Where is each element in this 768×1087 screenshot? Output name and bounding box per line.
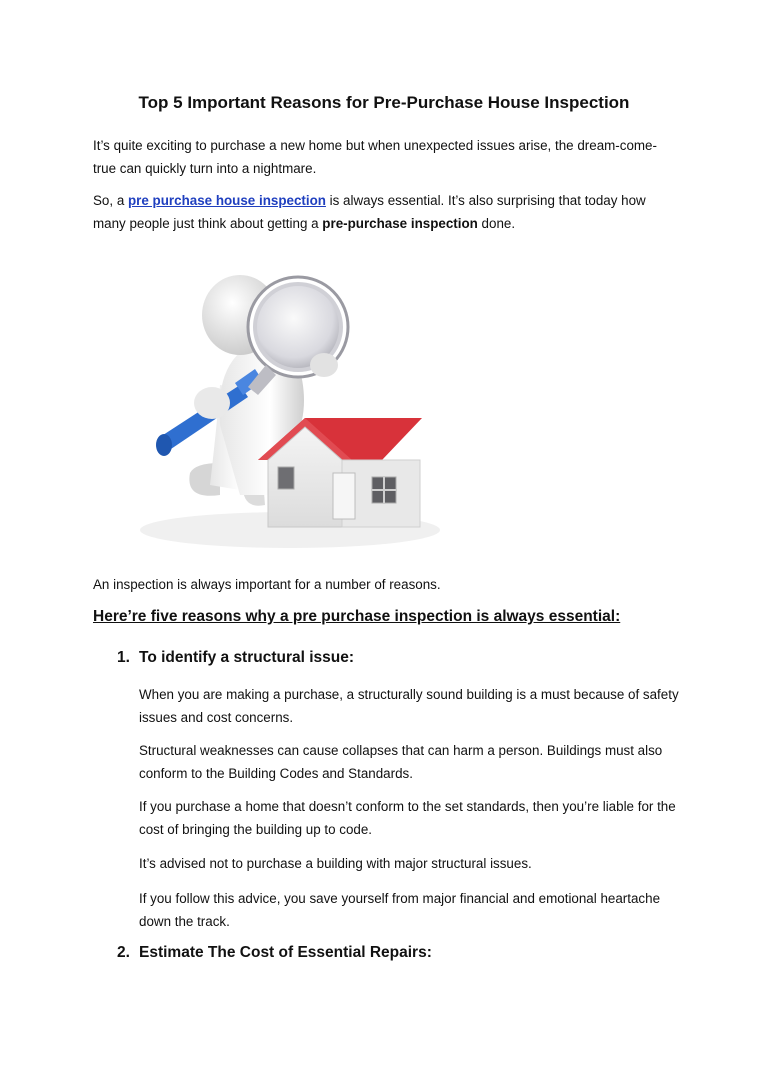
list-item-heading-1 [117, 649, 354, 667]
item-1-paragraph-5: If you follow this advice, you save yourself from major financial and emotional heartache down the track. [139, 891, 661, 929]
item-1-paragraph-1: When you are making a purchase, a structurally sound building is a must because of safety issues and cost concerns. [139, 687, 679, 725]
item-1-paragraph-4: It’s advised not to purchase a building with major structural issues. [139, 856, 532, 871]
intro-paragraph: It’s quite exciting to purchase a new home but when unexpected issues arise, the dream-come-true can quickly turn into a nightmare. [93, 138, 657, 176]
para2-suffix: done. [477, 216, 516, 231]
page-title: Top 5 Important Reasons for Pre-Purchase House Inspection [138, 93, 630, 112]
inspector-house-illustration [140, 255, 465, 557]
para2-middle: is always essential. It’s also surprising that today how many people just think about getting a [93, 193, 646, 231]
list-heading-text-2: Estimate The Cost of Essential Repairs: [139, 944, 432, 961]
pre-purchase-inspection-link[interactable]: pre purchase house inspection [128, 193, 326, 208]
list-number-1: 1. [117, 649, 130, 666]
list-heading-text-1: To identify a structural issue: [139, 649, 355, 666]
reasons-section-heading: Here’re five reasons why a pre purchase inspection is always essential: [93, 608, 621, 625]
reasons-intro-paragraph: An inspection is always important for a number of reasons. [93, 577, 441, 592]
inspection-paragraph [93, 189, 678, 235]
para2-prefix: So, a [93, 193, 128, 208]
item-1-paragraph-2: Structural weaknesses can cause collapses that can harm a person. Buildings must also conform to the Building Codes and Standards. [139, 743, 663, 781]
para2-bold: pre-purchase inspection [322, 216, 478, 231]
list-item-heading-2 [117, 944, 432, 962]
item-1-paragraph-3: If you purchase a home that doesn’t conform to the set standards, then you’re liable for the cost of bringing the building up to code. [139, 799, 676, 837]
list-number-2: 2. [117, 944, 130, 961]
